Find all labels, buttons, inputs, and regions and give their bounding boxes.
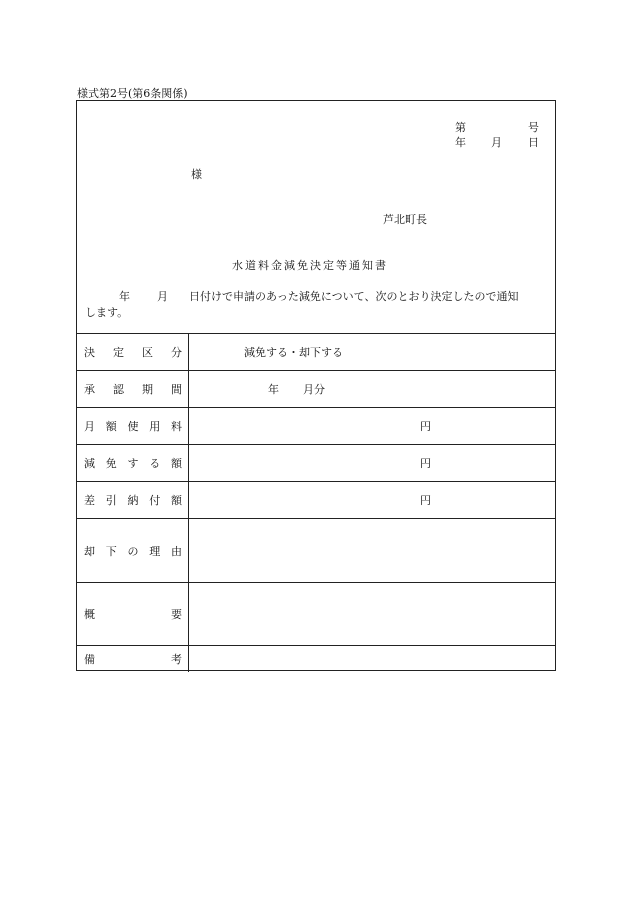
row-label: 減 免 す る 額 bbox=[77, 445, 189, 481]
notice-form bbox=[76, 100, 556, 671]
row-label: 概 要 bbox=[77, 583, 189, 645]
body-month: 月 bbox=[157, 290, 168, 303]
form-number: 様式第2号(第6条関係) bbox=[77, 87, 188, 100]
decision-value: 減免する・却下する bbox=[244, 346, 343, 359]
net-payment-value: 円 bbox=[420, 494, 431, 507]
monthly-fee-value: 円 bbox=[420, 420, 431, 433]
table-row-monthly-fee bbox=[77, 407, 555, 444]
row-label: 決 定 区 分 bbox=[77, 334, 189, 370]
table-row-remarks bbox=[77, 645, 555, 672]
table-row-rejection-reason bbox=[77, 518, 555, 582]
body-year: 年 bbox=[119, 290, 130, 303]
row-label: 承 認 期 間 bbox=[77, 371, 189, 407]
table-row-summary bbox=[77, 582, 555, 645]
table-row-net-payment bbox=[77, 481, 555, 518]
body-line2: します。 bbox=[85, 306, 129, 319]
document-number-suffix: 号 bbox=[528, 121, 539, 134]
reduction-value: 円 bbox=[420, 457, 431, 470]
summary-value bbox=[189, 583, 555, 645]
date-year: 年 bbox=[455, 136, 466, 149]
addressee-suffix: 様 bbox=[191, 168, 202, 181]
row-label: 差 引 納 付 額 bbox=[77, 482, 189, 518]
document-title: 水道料金減免決定等通知書 bbox=[232, 259, 388, 272]
period-value: 年 月分 bbox=[268, 383, 325, 396]
table-row-reduction bbox=[77, 444, 555, 481]
table-row-decision bbox=[77, 333, 555, 370]
table-row-period bbox=[77, 370, 555, 407]
document-number-prefix: 第 bbox=[455, 121, 466, 134]
rejection-reason-value bbox=[189, 519, 555, 582]
row-label: 却 下 の 理 由 bbox=[77, 519, 189, 582]
body-line1: 日付けで申請のあった減免について、次のとおり決定したので通知 bbox=[189, 290, 519, 303]
date-day: 日 bbox=[528, 136, 539, 149]
remarks-value bbox=[189, 646, 555, 672]
details-table bbox=[77, 333, 555, 672]
row-label: 月 額 使 用 料 bbox=[77, 408, 189, 444]
date-month: 月 bbox=[491, 136, 502, 149]
body-text bbox=[85, 289, 547, 321]
issuer: 芦北町長 bbox=[383, 213, 427, 226]
row-label: 備 考 bbox=[77, 646, 189, 672]
